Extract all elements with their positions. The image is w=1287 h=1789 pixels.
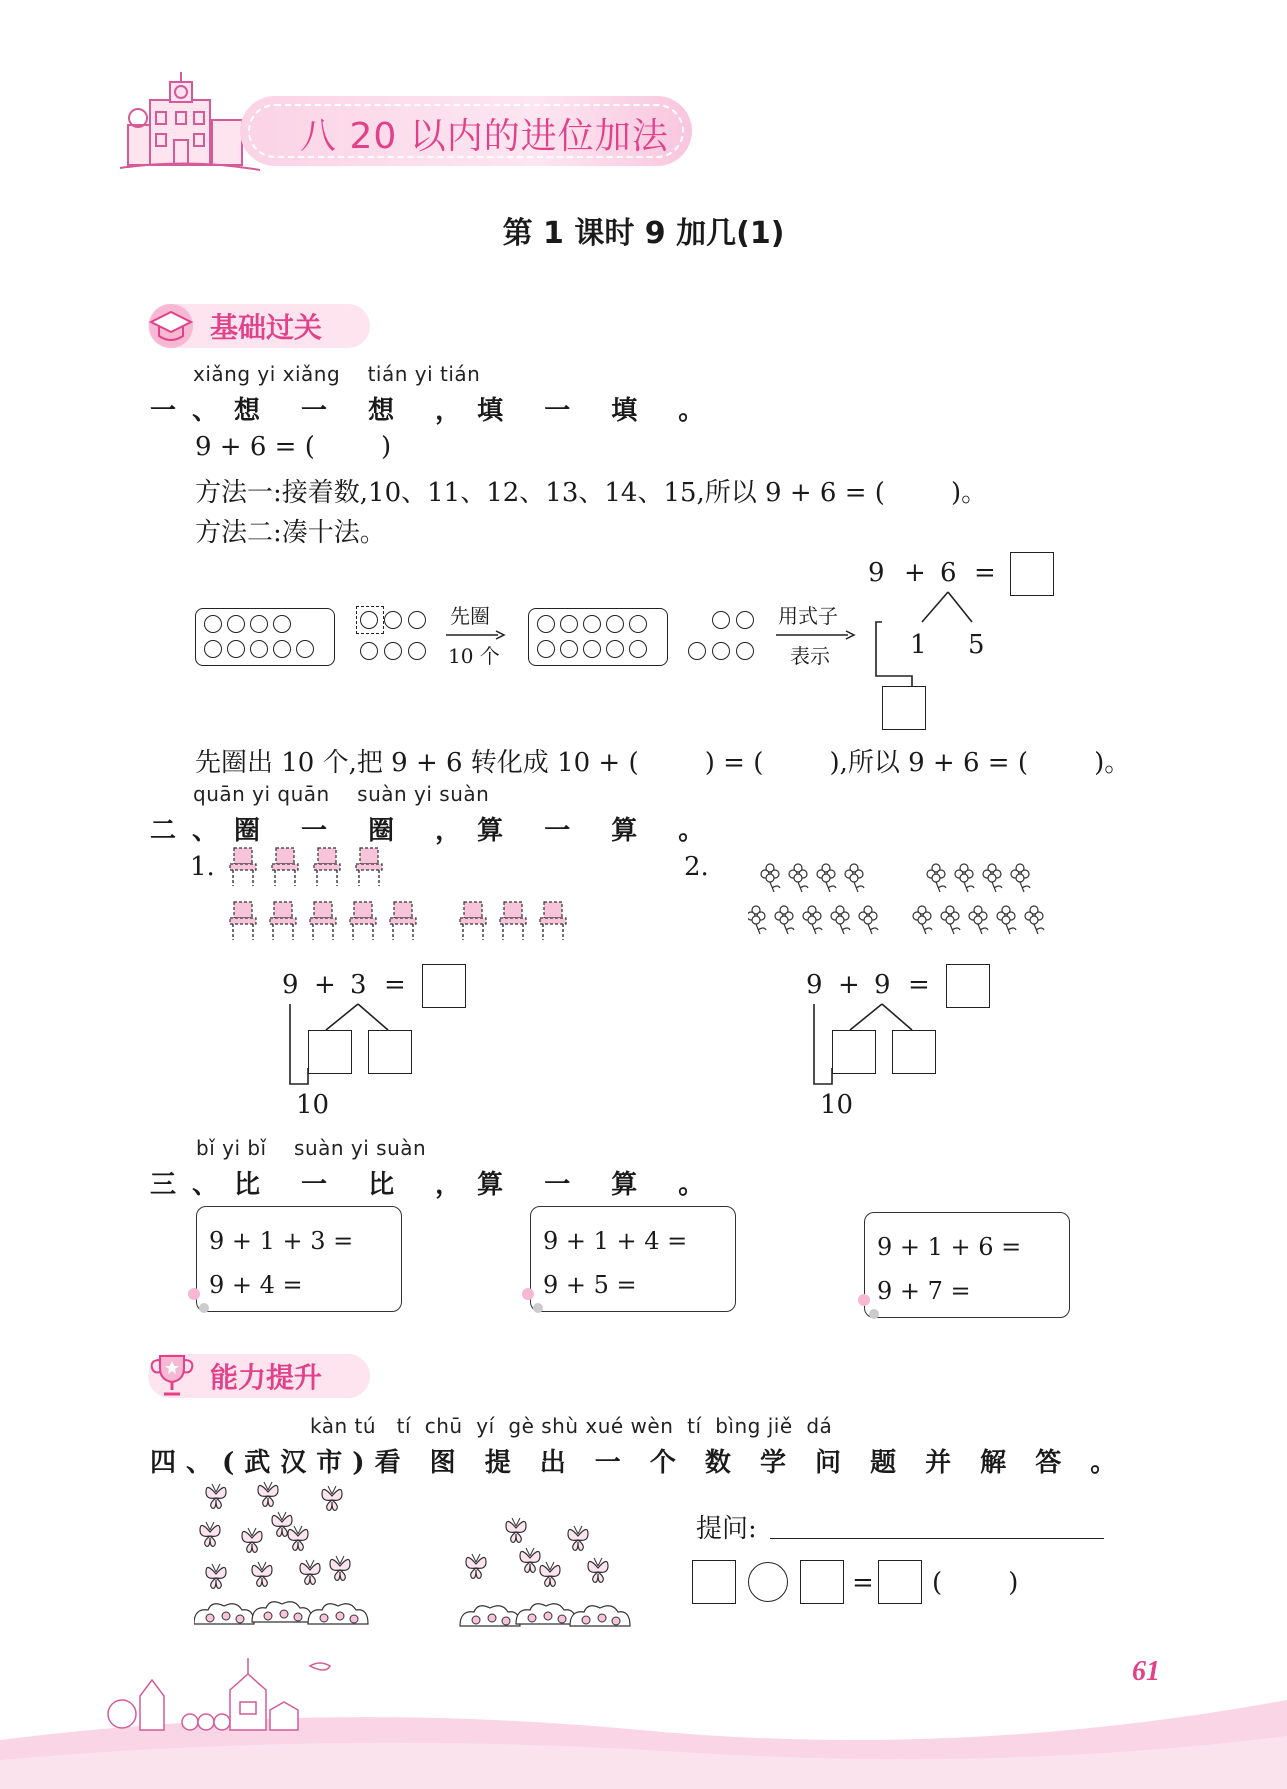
q2-title: 二、圈 一 圈 ，算 一 算 。 [150,816,721,846]
q2-item2-ten: 10 [820,1090,854,1120]
q1-diagram-b: 6 [940,558,957,588]
arrow2-top-label: 用式子 [778,604,838,628]
q2-item1-number: 1. [190,852,215,882]
q4-number-box-1[interactable] [692,1560,736,1604]
q2-pinyin: quān yi quān suàn yi suàn [193,782,490,806]
q2-item2-split-box-left[interactable] [832,1030,876,1074]
q1-split-left: 1 [910,630,927,660]
q2-item1-a: 9 [282,970,299,1000]
q1-split-right: 5 [968,630,985,660]
arrow-circle-ten [446,600,506,670]
q4-number-box-2[interactable] [800,1560,844,1604]
q4-result-box[interactable] [878,1560,922,1604]
section-title-advanced: 能力提升 [210,1361,323,1394]
q2-item2-eq: = [908,970,930,1000]
q2-item1-split-box-left[interactable] [308,1030,352,1074]
flowers-illustration [748,860,1064,942]
q3-box2-line1: 9 + 1 + 4 = [543,1227,688,1255]
graduation-cap-icon [144,300,198,350]
q1-equation: 9 + 6 = ( ) [195,432,392,462]
ten-frame-left [195,608,335,666]
chapter-title: 八 20 以内的进位加法 [300,116,669,157]
q3-box2-line2: 9 + 5 = [543,1271,637,1299]
q4-pinyin: kàn tú tí chū yí gè shù xué wèn tí bìng jiě dá [310,1414,833,1438]
q1-pinyin: xiǎng yi xiǎng tián yi tián [193,362,481,386]
butterflies-illustration-right [458,1514,638,1634]
q2-item1-b: 3 [350,970,367,1000]
arrow2-bottom-label: 表示 [790,644,830,668]
butterflies-illustration-left [194,1480,374,1630]
arrow-use-expression [776,600,856,670]
trophy-icon [146,1350,198,1402]
q3-box1-line1: 9 + 1 + 3 = [209,1227,354,1255]
box-pin-decoration [186,1284,1086,1324]
q1-diagram-plus: + [904,558,926,588]
page-number: 61 [1132,1656,1160,1687]
q2-item2-plus: + [838,970,860,1000]
q3-box3-line2: 9 + 7 = [877,1277,971,1305]
q4-operator-circle[interactable] [748,1562,788,1602]
q2-item2-a: 9 [806,970,823,1000]
footer-town-illustration [100,1650,360,1740]
q1-diagram-eq: = [974,558,996,588]
q4-equals: = [852,1568,874,1598]
q1-conclusion: 先圈出 10 个,把 9 + 6 转化成 10 + ( ) = ( ),所以 9 + 6 = ( )。 [195,748,1131,778]
arrow1-top-label: 先圈 [450,604,490,628]
q2-item1-split-box-right[interactable] [368,1030,412,1074]
q2-item2-b: 9 [874,970,891,1000]
q1-method2: 方法二:凑十法。 [195,518,386,548]
loose-counters-left [356,606,436,666]
lesson-title: 第 1 课时 9 加几(1) [502,216,785,251]
q3-pinyin: bǐ yi bǐ suàn yi suàn [196,1136,427,1160]
school-building-illustration [120,70,260,180]
q1-title: 一、想 一 想 ，填 一 填 。 [150,396,721,426]
q2-item1-ten: 10 [296,1090,330,1120]
section-title-basic: 基础过关 [210,311,323,344]
q2-item2-diagram [802,962,1002,1128]
q4-unit-paren: ( ) [932,1568,1019,1598]
q2-item1-eq: = [384,970,406,1000]
ten-frame-right [528,608,668,666]
q1-make-ten-diagram [860,548,1060,738]
q1-answer-box[interactable] [1010,552,1054,596]
q4-ask-label: 提问: [696,1514,757,1544]
q4-title: 四、(武汉市)看 图 提 出 一 个 数 学 问 题 并 解 答 。 [150,1448,1127,1478]
q2-item1-plus: + [314,970,336,1000]
q2-item2-split-box-right[interactable] [892,1030,936,1074]
q3-title: 三、比 一 比 ，算 一 算 。 [150,1170,721,1200]
q1-diagram-a: 9 [868,558,885,588]
arrow1-bottom-label: 10 个 [448,644,500,668]
q1-method1: 方法一:接着数,10、11、12、13、14、15,所以 9 + 6 = ( )。 [195,478,988,508]
q1-ten-sum-box[interactable] [882,686,926,730]
q2-item2-number: 2. [684,852,709,882]
chairs-illustration [218,846,578,952]
q4-question-input[interactable] [770,1536,1104,1539]
q2-item1-diagram [278,962,478,1128]
q3-box1-line2: 9 + 4 = [209,1271,303,1299]
loose-counters-right [686,606,766,666]
q3-box3-line1: 9 + 1 + 6 = [877,1233,1022,1261]
